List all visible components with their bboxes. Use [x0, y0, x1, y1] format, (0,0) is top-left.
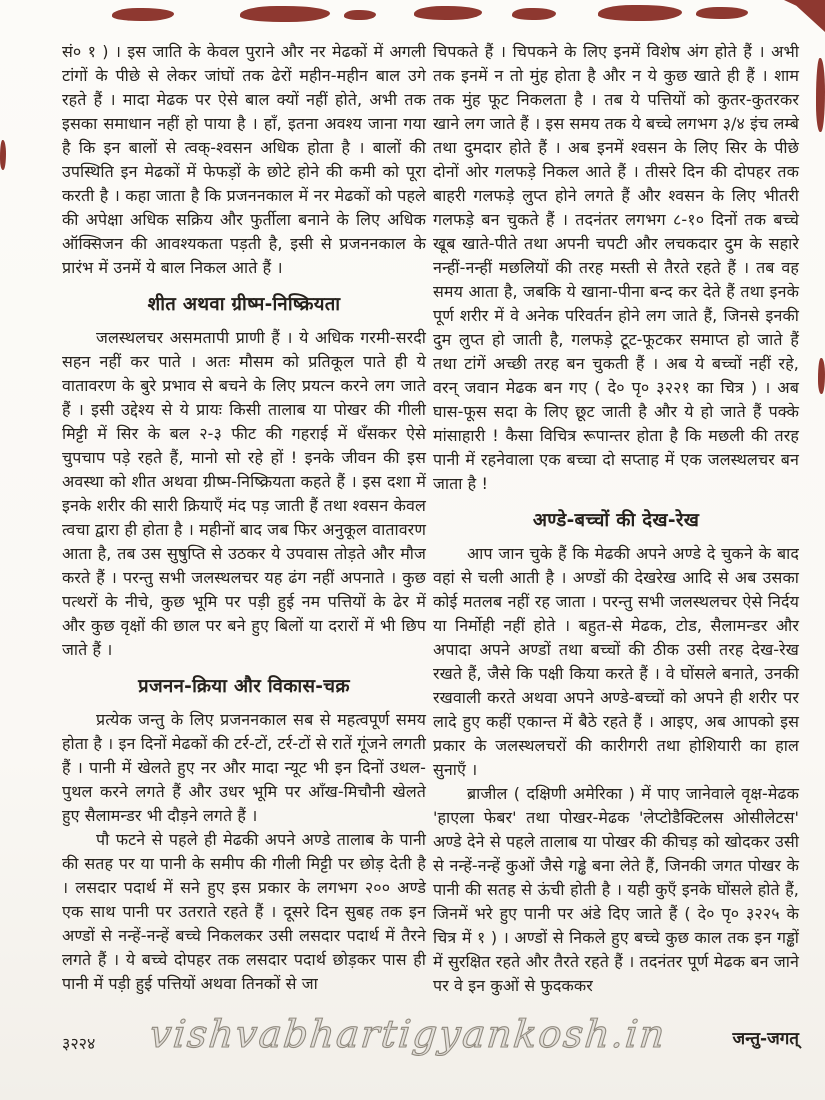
scan-edge-mark [818, 358, 825, 394]
scan-edge-mark [112, 8, 174, 21]
scan-edge-mark [0, 140, 6, 170]
watermark-text: vishvabhartigyankosh.in [147, 1012, 669, 1056]
section-heading-egg-care: अण्डे-बच्चों की देख-रेख [532, 510, 700, 531]
left-column [62, 40, 426, 996]
section-heading-reproduction: प्रजनन-क्रिया और विकास-चक्र [138, 676, 350, 697]
scan-edge-mark [344, 10, 376, 20]
page-number: ३२२४ [62, 1034, 96, 1053]
body-paragraph: सं० १ ) । इस जाति के केवल पुराने और नर मेढकों में अगली टांगों के पीछे से लेकर जांघों तक ढेरों महीन-महीन बाल उगे रहते हैं । मादा मेढक पर ऐसे बाल क्यों नहीं होते, अभी तक इसका समाधान नहीं हो पाया है । हाँ, इतना अवश्य जाना गया है कि इन बालों से त्वक्-श्वसन अधिक होता है । बालों की उपस्थिति इन मेढकों में फेफड़ों के छोटे होने की कमी को पूरा करती है । कहा जाता है कि प्रजननकाल में नर मेढकों को पहले की अपेक्षा अधिक सक्रिय और फुर्तीला बनाने के लिए अधिक ऑक्सिजन की आवश्यकता पड़ती है, इसी से प्रजननकाल के प्रारंभ में उनमें ये बाल निकल आते हैं । [62, 42, 426, 277]
scan-edge-mark [696, 7, 748, 19]
scan-edge-mark [414, 6, 482, 20]
body-paragraph: पौ फटने से पहले ही मेढकी अपने अण्डे तालाब के पानी की सतह पर या पानी के समीप की गीली मिट्टी पर छोड़ देती है । लसदार पदार्थ में सने हुए इस प्रकार के लगभग २०० अण्डे एक साथ पानी पर उतराते रहते हैं । दूसरे दिन सुबह तक इन अण्डों से नन्हें-नन्हें बच्चे निकलकर उसी लसदार पदार्थ में तैरने लगते हैं । ये बच्चे दोपहर तक लसदार पदार्थ छोड़कर पास ही पानी में पड़ी हुई पत्तियों अथवा तिनकों से जा [62, 830, 426, 993]
scan-edge-mark [512, 8, 556, 20]
scan-edge-mark [240, 6, 330, 22]
right-column [433, 40, 799, 998]
section-heading-hibernation: शीत अथवा ग्रीष्म-निष्क्रियता [147, 294, 341, 315]
scan-edge-mark [598, 5, 682, 21]
body-paragraph: जलस्थलचर असमतापी प्राणी हैं । ये अधिक गरमी-सरदी सहन नहीं कर पाते । अतः मौसम को प्रतिकूल पाते ही ये वातावरण के बुरे प्रभाव से बचने के लिए प्रयत्न करने लग जाते हैं । इसी उद्देश्य से ये प्रायः किसी तालाब या पोखर की गीली मिट्टी में सिर के बल २-३ फीट की गहराई में धँसकर ऐसे चुपचाप पड़े रहते हैं, मानो सो रहे हों ! इनके जीवन की इस अवस्था को शीत अथवा ग्रीष्म-निष्क्रियता कहते हैं । इस दशा में इनके शरीर की सारी क्रियाएँ मंद पड़ जाती हैं तथा श्वसन केवल त्वचा द्वारा ही होता है । महीनों बाद जब फिर अनुकूल वातावरण आता है, तब उस सुषुप्ति से उठकर ये उपवास तोड़ते और मौज करते हैं । परन्तु सभी जलस्थलचर यह ढंग नहीं अपनाते । कुछ पत्थरों के नीचे, कुछ भूमि पर पड़ी हुई नम पत्तियों के ढेर में और कुछ वृक्षों की छाल पर बने हुए बिलों या दरारों में भी छिप जाते हैं । [62, 328, 426, 659]
scan-edge-mark [784, 0, 825, 32]
running-title: जन्तु-जगत् [732, 1029, 799, 1049]
body-paragraph: चिपकते हैं । चिपकने के लिए इनमें विशेष अंग होते हैं । अभी तक इनमें न तो मुंह होता है और न ये कुछ खाते ही हैं । शाम तक मुंह फूट निकलता है । तब ये पत्तियों को कुतर-कुतरकर खाने लग जाते हैं । इस समय तक ये बच्चे लगभग ३/४ इंच लम्बे तथा दुमदार होते हैं । अब इनमें श्वसन के लिए सिर के पीछे दोनों ओर गलफड़े निकल आते हैं । तीसरे दिन की दोपहर तक बाहरी गलफड़े लुप्त होने लगते हैं और श्वसन के लिए भीतरी गलफड़े बन चुकते हैं । तदनंतर लगभग ८-१० दिनों तक बच्चे खूब खाते-पीते तथा अपनी चपटी और लचकदार दुम के सहारे नन्हीं-नन्हीं मछलियों की तरह मस्ती से तैरते रहते हैं । तब वह समय आता है, जबकि ये खाना-पीना बन्द कर देते हैं तथा इनके पूर्ण शरीर में वे अनेक परिवर्तन होने लग जाते हैं, जिनसे इनकी दुम लुप्त हो जाती है, गलफड़े टूट-फूटकर समाप्त हो जाते हैं तथा टांगें अच्छी तरह बन चुकती हैं । अब ये बच्चों नहीं रहे, वरन् जवान मेढक बन गए ( दे० पृ० ३२२१ का चित्र ) । अब घास-फूस सदा के लिए छूट जाती है और ये हो जाते हैं पक्के मांसाहारी ! कैसा विचित्र रूपान्तर होता है कि मछली की तरह पानी में रहनेवाला एक बच्चा दो सप्ताह में एक जलस्थलचर बन जाता है ! [433, 42, 799, 493]
body-paragraph: प्रत्येक जन्तु के लिए प्रजननकाल सब से महत्वपूर्ण समय होता है । इन दिनों मेढकों की टर्र-टों, टर्र-टों से रातें गूंजने लगती हैं । पानी में खेलते हुए नर और मादा न्यूट भी इन दिनों उथल-पुथल करने लगते हैं और उधर भूमि पर आँख-मिचौनी खेलते हुए सैलामन्डर भी दौड़ने लगते हैं । [62, 710, 426, 825]
body-paragraph: ब्राजील ( दक्षिणी अमेरिका ) में पाए जानेवाले वृक्ष-मेढक 'हाएला फेबर' तथा पोखर-मेढक 'लेप्टोडैक्टिलस ओसीलेटस' अण्डे देने से पहले तालाब या पोखर की कीचड़ को खोदकर उसी से नन्हें-नन्हें कुओं जैसे गड्ढे बना लेते हैं, जिनकी जगत पोखर के पानी की सतह से ऊंची होती है । यही कुएँ इनके घोंसले होते हैं, जिनमें भरे हुए पानी पर अंडे दिए जाते हैं ( दे० पृ० ३२२५ के चित्र में १ ) । अण्डों से निकले हुए बच्चे कुछ काल तक इन गड्ढों में सुरक्षित रहते और तैरते रहते हैं । तदनंतर पूर्ण मेढक बन जाने पर वे इन कुओं से फुदककर [433, 784, 799, 995]
body-paragraph: आप जान चुके हैं कि मेढकी अपने अण्डे दे चुकने के बाद वहां से चली आती है । अण्डों की देखरेख आदि से अब उसका कोई मतलब नहीं रह जाता । परन्तु सभी जलस्थलचर ऐसे निर्दय या निर्मोही नहीं होते । बहुत-से मेढक, टोड, सैलामन्डर और अपादा अपने अण्डों तथा बच्चों की ठीक उसी तरह देख-रेख रखते हैं, जैसे कि पक्षी किया करते हैं । वे घोंसले बनाते, उनकी रखवाली करते अथवा अपने अण्डे-बच्चों को अपने ही शरीर पर लादे हुए कहीं एकान्त में बैठे रहते हैं । आइए, अब आपको इस प्रकार के जलस्थलचरों की कारीगरी तथा होशियारी का हाल सुनाएँ । [433, 544, 799, 779]
scan-edge-mark [816, 58, 825, 132]
